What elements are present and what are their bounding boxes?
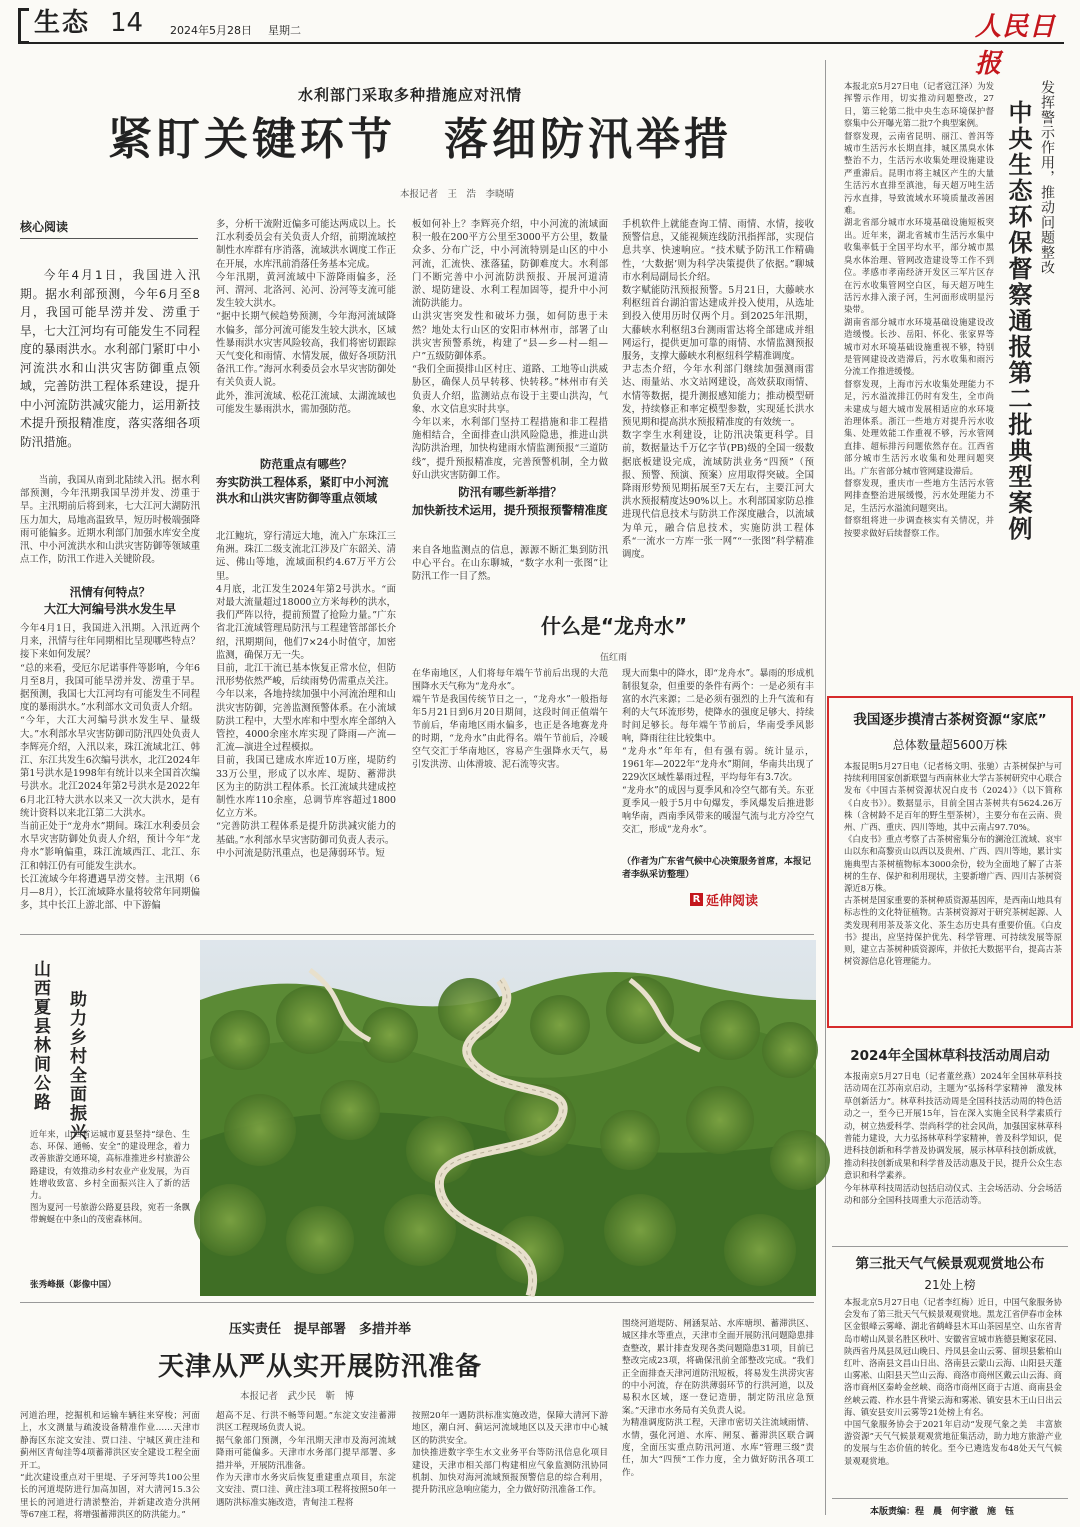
page-number: 14 [110, 8, 144, 38]
masthead [0, 0, 1080, 79]
sidebar-body: 本报北京5月27日电（记者寇江泽）为发挥警示作用，切实推动问题整改，27日，第三轮第二批中央生态环境保护督察集中公开曝光第二批7个典型案例。 督察发现，云南省昆明、丽江、普洱等城市生活污水长期直排，城区黑臭水体整治不力，生活污水收集处理设施建设严重滞后。昆明市将主城区产生的大量生活污水直排至滇池，每天超万吨生活污水直排，导致流域水环境质量改善困难。 湖北省部分城市水环境基础设施短板突出。近年来，湖北省城市生活污水集中收集率低于全国平均水平，部分城市黑臭水体治理、管网改造建设等工作不到位。孝感市孝南经济开发区三军片区存在污水收集管网空白区，每天超万吨生活污水排入滚子河，生河面形成明显污染带。 湖南省部分城市水环境基础设施建设改造缓慢。长沙、岳阳、怀化、张家界等城市对水环境基础设施重视不够，特别是管网建设改造滞后，污水收集和雨污分流工作推进缓慢。 督察发现，上海市污水收集处理能力不足，污水溢流排江仍时有发生，全市尚未建成与超大城市发展相适应的水环境治理体系。浙江一些地方对提升污水收集、处理效能工作重视不够，污水管网直排、超标排污问题依然存在。江西省部分城市生活污水收集和处理问题突出。广东省部分城市管网建设滞后。 督察发现，重庆市一些地方生活污水管网排查整治进展缓慢，污水处理能力不足，生活污水溢流问题突出。 督察组将进一步调查核实有关情况，并按要求做好后续督察工作。 [844, 81, 994, 538]
lead-headline: 紧盯关键环节 落细防汛举措 [108, 114, 732, 165]
section-bracket [18, 8, 29, 44]
forestry-headline: 2024年全国林草科技活动周启动 [850, 1048, 1050, 1064]
photo-caption: 近年来，山西省运城市夏县坚持“绿色、生态、环保、通畅、安全”的建设理念，着力改善旅游交通环境，高标准推进乡村旅游公路建设，有效推动乡村农业产业发展，为百姓增收致富、乡村全面振兴注入了新的活力。 图为夏河一号旅游公路夏县段，宛若一条飘带蜿蜒在中条山的茂密森林间。 [30, 1129, 190, 1225]
q1-heading: 汛情有何特点？ [69, 585, 151, 599]
sidebar-vertical-subhead: 发挥警示作用，推动问题整改 [1039, 80, 1055, 275]
forest-road-photo [200, 940, 816, 1296]
forestry-rule [832, 1246, 1068, 1247]
sidebar-divider [825, 60, 826, 1515]
extended-reading-badge [690, 890, 758, 909]
extended-reading-label: 延伸阅读 [706, 894, 759, 909]
tianjin-col3: 按照20年一遇防洪标准实施改造，保障大清河下游地区，潮白河、蓟运河流域地区以及天津市中心城区的防洪安全。 加快推进数字孪生水文业务平台等防汛信息化项目建设，天津市相关部门构建相应气象监测防汛协同机制、加快对海河流域预报预警信息的综合利用，提升防汛应急响应能力，全力做好防汛准备工作。 [412, 1411, 608, 1496]
core-reading-text: 今年4月1日，我国进入汛期。据水利部预测，今年6月至8月，我国可能旱涝并发、涝重于旱，七大江河均有可能发生不同程度的暴雨洪水。水利部门紧盯中小河流洪水和山洪灾害防御重点领域，完善防洪工程体系建设，提升中小河流防洪减灾能力，运用新技术提升预报精准度，落实落细各项防汛措施。 [20, 268, 200, 449]
weather-headline: 第三批天气气候景观观赏地公布 [855, 1256, 1045, 1272]
tianjin-col4: 围绕河道堤防、闸涵泵站、水库塘坝、蓄滞洪区、城区排水等重点，天津市全面开展防汛问题隐患排查整改，累计排查发现各类问题隐患31项，目前已整改完成23项，将确保汛前全部整改完成。“我们正全面排查天津河道防汛短板，将易发生洪涝灾害的中小河流，存在防洪薄弱环节的行洪河道，以及易积水区域，逐一登记造册，制定防汛应急预案。”天津市水务局有关负责人说。 为精准调度防洪工程，天津市密切关注流域雨情、水情，强化河道、水库、闸泵、蓄滞洪区联合调度，全面压实重点防汛河道、水库“管理三级”责任，加大“四预”工作力度，全力做好防汛各项工作。 [622, 1319, 814, 1478]
lead-bottom-rule [20, 934, 814, 935]
photo-bottom-rule [20, 1302, 814, 1303]
weather-subhead: 21处上榜 [924, 1278, 976, 1292]
q1-subheading: 大江大河编号洪水发生早 [43, 602, 176, 616]
lead-col1-text: 当前，我国从南到北陆续入汛。据水利部预测，今年汛期我国旱涝并发、涝重于旱。主汛期前后将到来，七大江河大湖防汛压力加大，局地高温致旱，短历时极端强降雨可能偏多。近期水利部门加强水库安全度汛、中小河流洪水和山洪灾害防御等领域重点工作，防汛工作进入关键阶段。 [20, 475, 200, 566]
core-reading-label: 核心阅读 [20, 220, 69, 234]
lead-col4-text: 手机软件上就能查询工情、雨情、水情，接收预警信息，又能视频连线防汛指挥部，实现信息共享、快速响应。“技术赋予防汛工作精确性，‘大数据’则为科学决策提供了依据。”聊城市水利局副局长介绍。 数字赋能防汛预报预警。5月21日，大藤峡水利枢纽首台湖泊雷达建成并投入使用，从选址到投入使用历时仅两个月。到2025年汛期，大藤峡水利枢纽3台测雨雷达将全部建成并组网运行，提供更加可靠的雨情、水情监测预报服务，支撑大藤峡水利枢纽科学精准调度。 尹志杰介绍，今年水利部门继续加强测雨雷达、雨量站、水文站网建设，高效获取雨情、水情等数据，提升测报感知能力；推动模型研发，持续修正和率定模型参数，实现延长洪水预见期和提高洪水预报精准度的有效统一。 数字孪生水利建设，让防汛决策更科学。目前，数据量达千万亿字节(PB)级的全国一级数据底板建设完成，流域防洪业务“四预”（预报、预警、预演、预案）应用取得突破。全国降雨形势预见期拓展至7天左右，主要江河大洪水预报精度达90%以上。水利部国家防总推进现代信息技术与防洪工作深度融合，以流域为单元，融合信息技术，实施防洪工程体系“一流水一方库一张一网”“一张图”科学精准调度。 [622, 219, 814, 561]
lead-col1-body: 今年4月1日，我国进入汛期。入汛近两个月来，汛情与往年同期相比呈现哪些特点？接下来如何发展？ “总的来看，受厄尔尼诺事件等影响，今年6月至8月，我国可能旱涝并发、涝重于旱。据预测，我国七大江河均有可能发生不同程度的暴雨洪水。”水利部水文司负责人介绍。 “今年，大江大河编号洪水发生早、量级大。”水利部水旱灾害防御司防汛四处负责人李辉亮介绍，入汛以来，珠江流域北江、韩江、东江共发生6次编号洪水，北江2024年第1号洪水是1998年有统计以来全国首次编号洪水。北江2024年第2号洪水是2022年6月北江特大洪水以来又一次大洪水，是有统计资料以来北江第二大洪水。 当前正处于“龙舟水”期间。珠江水利委员会水旱灾害防御处负责人介绍，预计今年“龙舟水”影响偏重，珠江流域西江、北江、东江和韩江仍有可能发生洪水。 长江流域今年将遭遇旱涝交替。主汛期（6月—8月），长江流域降水量将较常年同期偏多，其中长江上游北部、中下游偏 [20, 623, 200, 912]
dragon-boat-col1: 在华南地区，人们将每年端午节前后出现的大范围降水天气称为“龙舟水”。 端午节是我国传统节日之一，“龙舟水”一般指每年5月21日到6月20日期间，这段时间正值端午节前后，华南地区雨水偏多，也正是各地赛龙舟的时期，“龙舟水”由此得名。端午节前后，冷暖空气交汇于华南地区，容易产生强降水天气，易引发洪涝、山体滑坡、泥石流等灾害。 [412, 669, 608, 770]
lead-col2-body: 北江鲍坑，穿行清远大地，流入广东珠江三角洲。珠江二级支流北江涉及广东韶关、清远、佛山等地，流域面积约4.67万平方公里。 4月底，北江发生2024年第2号洪水。“面对最大流量超过18000立方米每秒的洪水，我们严阵以待，提前预置了抢险力量。”广东省北江流域管理局防汛与工程建管部部长介绍，汛期期间，他们7×24小时值守，加密监测，确保万无一失。 目前，北江干流已基本恢复正常水位，但防汛形势依然严峻，后续雨势仍需重点关注。 今年以来，各地持续加强中小河流治理和山洪灾害防御，完善监测预警体系。在小流域防洪工程中，大型水库和中型水库全部纳入管控，4000余座水库实现了降雨—产流—汇流—演进全过程模拟。 目前，我国已建成水库近10万座，堤防约33万公里，形成了以水库、堤防、蓄滞洪区为主的防洪工程体系。长江流域共建成控制性水库110余座，总调节库容超过1800亿立方米。 “完善防洪工程体系是提升防洪减灾能力的基础。”水利部水旱灾害防御司负责人表示。 中小河流是防汛重点，也是薄弱环节。短 [216, 531, 396, 859]
section-name: 生态 [34, 8, 91, 38]
lead-kicker: 水利部门采取多种措施应对汛情 [297, 86, 522, 104]
tea-headline: 我国逐步摸清古茶树资源“家底” [853, 712, 1047, 728]
tianjin-byline: 本报记者 武少民 靳 博 [240, 1391, 355, 1402]
photo-vertical-subtitle: 助力乡村全面振兴 [66, 990, 86, 1142]
photo-credit: 张秀峰摄（影像中国） [30, 1280, 116, 1290]
tea-subhead: 总体数量超5600万株 [892, 738, 1008, 752]
tea-body: 本报昆明5月27日电（记者杨文明、张驰）古茶树保护与可持续利用国家创新联盟与西南林业大学古茶树研究中心联合发布《中国古茶树资源状况白皮书（2024）》（以下简称《白皮书》）。数据显示，目前全国古茶树共有5624.26万株（含树龄不足百年的野生型茶树），主要分布在云南、贵州、广西、重庆、四川等地，其中云南占97.70%。 《白皮书》重点考察了古茶树密集分布的澜沧江流域、哀牢山以东和高黎贡山以西以及贵州、广西、四川等地，累计实施典型古茶树植物标本3000余份，较为全面地了解了古茶树的生存、保护和利用现状，主要新增广西、四川古茶树资源近8万株。 古茶树是国家重要的茶树种质资源基因库，是西南山地具有标志性的文化特征植物。古茶树资源对于研究茶树起源、人类发现利用茶及茶文化、茶生态历史具有重要价值。《白皮书》提出，应坚持保护优先、科学管理、可持续发展等原则，建立古茶树种质资源库，并依托大数据平台，提高古茶树资源信息化管理能力。 [844, 761, 1062, 967]
forest-road-photo-image [200, 940, 816, 1296]
newspaper-logo: 人民日报 [975, 12, 1057, 79]
dragon-boat-headline: 什么是“龙舟水” [540, 614, 688, 638]
lead-byline: 本报记者 王 浩 李晓晴 [400, 189, 515, 200]
tianjin-headline: 天津从严从实开展防汛准备 [157, 1352, 482, 1382]
tianjin-col1: 河道治理，挖掘机和运输车辆往来穿梭；河面上，水文测量与疏浚设备精准作业……天津市静海区东淀文安洼、贾口洼、宁城区黄庄洼和蓟州区青甸洼等4项蓄滞洪区安全建设工程全面开工。 “此次建设重点对干里堤、子牙河等共100公里长的河道堤防进行加高加固，对大清河15.3公里长的河道进行清淤整治，并新建改造分洪闸等67座工程，将增强蓄滞洪区的防洪能力。” [20, 1411, 200, 1521]
issue-weekday: 星期二 [268, 24, 301, 37]
forestry-body: 本报南京5月27日电（记者董丝燕）2024年全国林草科技活动周在江苏南京启动，主题为“弘扬科学家精神 激发林草创新活力”。林草科技活动周是全国科技活动周的特色活动之一，至今已开展15年，旨在深入实施全民科学素质行动，树立热爱科学、崇尚科学的社会风尚，加强国家林草科普能力建设，大力弘扬林草科学家精神，普及科学知识，促进科技创新和科学普及协调发展，展示林草科技创新成就，推动科技创新成果和科学普及活动惠及于民，提升公众生态意识和科学素养。 今年林草科技周活动包括启动仪式、主会场活动、分会场活动和部分全国科技周重大示范活动等。 [844, 1071, 1062, 1206]
sidebar-vertical-headline: 中央生态环保督察通报第二批典型案例 [1004, 100, 1032, 542]
q2-subheading: 夯实防洪工程体系，紧盯中小河流洪水和山洪灾害防御等重点领域 [216, 475, 389, 505]
dragon-boat-byline: 伍红雨 [600, 653, 628, 663]
q2-heading: 防范重点有哪些？ [260, 457, 352, 471]
masthead-rule [18, 42, 1064, 44]
q3-subheading: 加快新技术运用，提升预报预警精准度 [412, 503, 608, 517]
lead-col2-text: 多，分析干流附近偏多可能达两成以上。长江水利委员会有关负责人介绍，前期流域控制性水库群有序消落，流域洪水调度工作正在开展，水库汛前消落任务基本完成。 今年汛期，黄河流域中下游降雨偏多，泾河、渭河、北洛河、沁河、汾河等支流可能发生较大洪水。 “据中长期气候趋势预测，今年海河流域降水偏多，部分河流可能发生较大洪水，区域性暴雨洪水灾害风险较高，我们将密切跟踪天气变化和雨情、水情发展，做好各项防汛备汛工作。”海河水利委员会水旱灾害防御处有关负责人说。 此外，淮河流域、松花江流域、太湖流域也可能发生暴雨洪水，需加强防范。 [216, 219, 396, 415]
photo-vertical-title: 山西夏县林间公路 [30, 960, 50, 1112]
issue-date: 2024年5月28日 [170, 24, 252, 37]
weather-body: 本报北京5月27日电（记者李红梅）近日，中国气象服务协会发布了第三批天气气候景观观赏地。黑龙江省伊春市金林区金银峰云雾峰、湖北省鹤峰县木耳山茶园星空、山东省青岛市崂山风景名胜区秋叶、安徽省宣城市旌德县鲍家花园、陕西省丹凤县凤冠山晚日、丹凤县金山云雾、留坝县紫柏山红叶、洛南县文昌山日出、洛南县云蒙山云海、山阳县天蓬山雾凇、山阳县天竺山云海、商洛市商州区戴云山云海、商洛市商州区秦岭金丝峡、商洛市商州区商于古道、商南县金丝峡云霞、柞水县牛背梁云海和雾凇、镇安县木王山日出云海、镇安县安川云雾等21处榜上有名。 中国气象服务协会于2021年启动“发现气象之美 丰富旅游资源”天气气候景观观赏地征集活动，助力地方旅游产业的发展与生态价值的转化。至今已遴选发布48处天气气候景观观赏地。 [844, 1297, 1062, 1466]
extended-reading-icon: R [690, 893, 703, 906]
core-reading-rule [20, 238, 198, 239]
lead-col3-text: 板如何补上？李辉亮介绍，中小河流的流域面积一般在200平方公里至3000平方公里，数量众多、分布广泛，中小河流特别是山区的中小河流，汇流快、涨落猛，防御难度大。水利部门不断完善中小河流防洪预报、开展河道清淤、堤防建设、水利工程加固等，提升中小河流防洪能力。 山洪灾害突发性和破坏力强，如何防患于未然？地处太行山区的安阳市林州市，部署了山洪灾害预警系统，构建了“县—乡—村—组—户”五级防御体系。 “我们全面摸排山区村庄、道路、工地等山洪威胁区，确保人员早转移、快转移。”林州市有关负责人介绍，监测站点布设于主要山洪沟，气象、水文信息实时共享。 今年以来，水利部门坚持工程措施和非工程措施相结合，全面排查山洪风险隐患，推进山洪沟防洪治理，加快构建雨水情监测预报“三道防线”，提升预报精准度，完善预警机制，全力做好山洪灾害防御工作。 [412, 219, 608, 481]
tianjin-kicker: 压实责任 提早部署 多措并举 [228, 1322, 411, 1337]
tianjin-col2: 超高不足、行洪不畅等问题。”东淀文安洼蓄滞洪区工程现场负责人说。 据气象部门预测，今年汛期天津市及海河流域降雨可能偏多。天津市水务部门提早部署、多措并举，开展防汛准备。 作为天津市水务灾后恢复重建重点项目，东淀文安洼、贾口洼、黄庄洼3项工程将按照50年一遇防洪标准实施改造，青甸洼工程将 [216, 1411, 396, 1508]
dragon-boat-col2: 现大而集中的降水，即“龙舟水”。暴雨的形成机制很复杂，但重要的条件有两个：一是必须有丰富的水汽来源；二是必须有强烈的上升气流和有利的大气环流形势，使降水的强度足够大、持续时间足够长。每年端午节前后，华南受季风影响，降雨往往比较集中。 “龙舟水”年年有，但有强有弱。统计显示，1961年—2022年“龙舟水”期间，华南共出现了229次区域性暴雨过程，平均每年有3.7次。 “龙舟水”的成因与夏季风和冷空气都有关。东亚夏季风一般于5月中旬爆发，季风爆发后推进影响华南，西南季风带来的暖湿气流与北方冷空气交汇，形成“龙舟水”。 [622, 669, 814, 835]
dragon-boat-source: （作者为广东省气候中心决策服务首席，本报记者李纵采访整理） [622, 857, 812, 880]
footer-rule [832, 1498, 1068, 1499]
q3-heading: 防汛有哪些新举措？ [458, 485, 562, 499]
lead-col3-body: 来自各地监测点的信息，源源不断汇集到防汛中心平台。在山东聊城，“数字水利一张图”让防汛工作一目了然。 [412, 545, 608, 583]
footer-editors: 本版责编：程 晨 何宇澈 施 钰 [870, 1507, 1015, 1517]
